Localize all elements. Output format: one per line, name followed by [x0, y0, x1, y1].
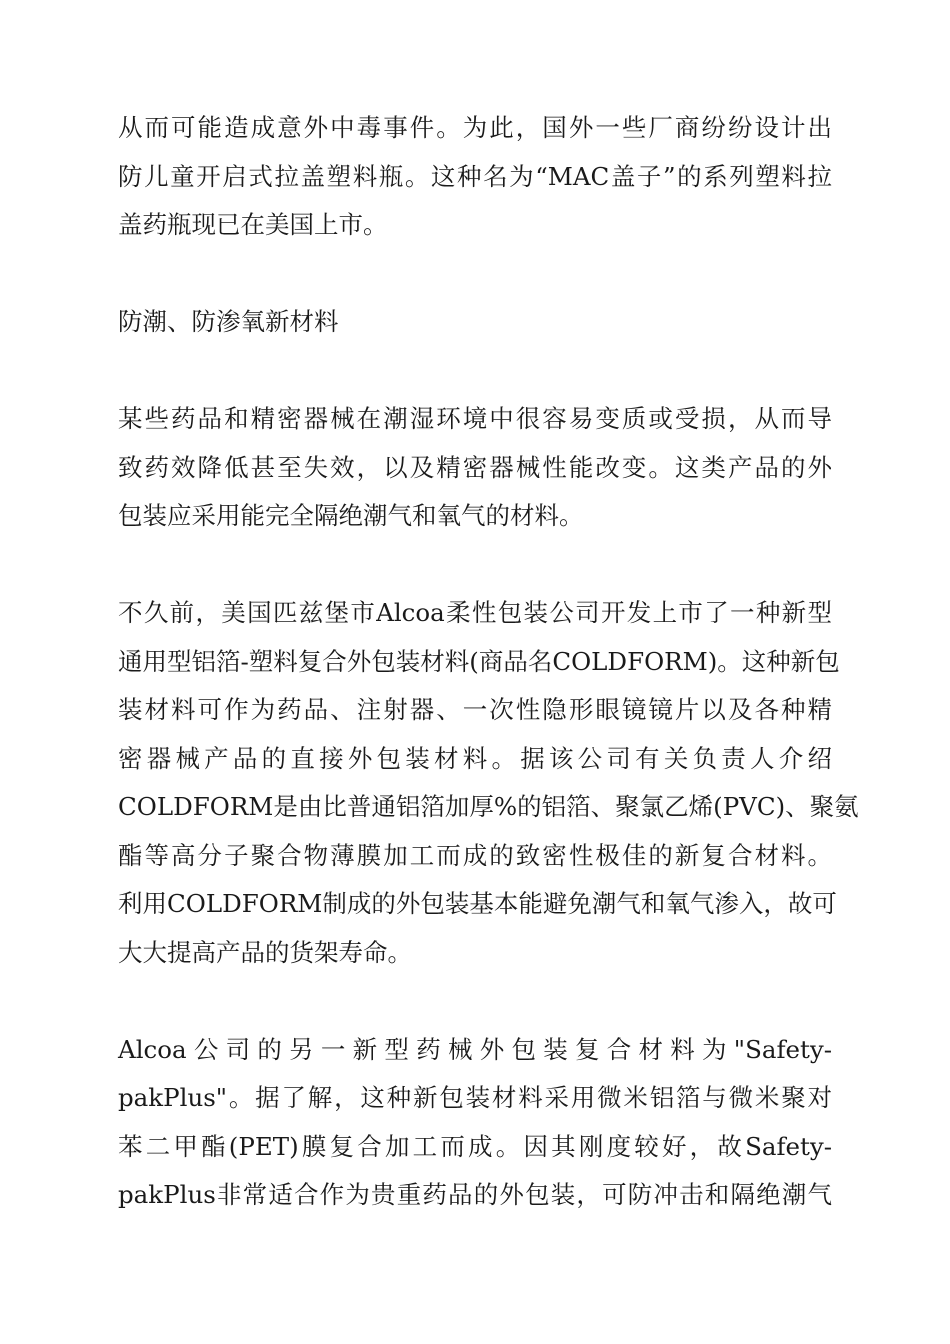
- section-heading: [118, 298, 832, 347]
- text-line: 某些药品和精密器械在潮湿环境中很容易变质或受损，从而导: [118, 404, 832, 433]
- text-line: Alcoa公司的另一新型药械外包装复合材料为"Safety-: [118, 1034, 832, 1064]
- paragraph-child-safe-caps: [118, 104, 832, 250]
- text-line: pakPlus"。据了解，这种新包装材料采用微米铝箔与微米聚对: [118, 1083, 832, 1112]
- paragraph-safetypakplus: [118, 1026, 832, 1220]
- text-line: 不久前，美国匹兹堡市Alcoa柔性包装公司开发上市了一种新型: [118, 598, 832, 627]
- text-line: 苯二甲酯(PET)膜复合加工而成。因其刚度较好，故Safety-: [118, 1131, 832, 1161]
- paragraph-moisture-intro: [118, 395, 832, 541]
- text-line: 从而可能造成意外中毒事件。为此，国外一些厂商纷纷设计出: [118, 113, 832, 142]
- text-line: pakPlus非常适合作为贵重药品的外包装，可防冲击和隔绝潮气: [118, 1180, 832, 1209]
- document-body: [118, 104, 859, 1268]
- text-line: 包装应采用能完全隔绝潮气和氧气的材料。: [118, 501, 584, 530]
- text-line: 酯等高分子聚合物薄膜加工而成的致密性极佳的新复合材料。: [118, 840, 832, 870]
- text-line: 大大提高产品的货架寿命。: [118, 937, 412, 967]
- text-line: COLDFORM是由比普通铝箔加厚%的铝箔、聚氯乙烯(PVC)、聚氨: [118, 792, 859, 821]
- text-line: 利用COLDFORM制成的外包装基本能避免潮气和氧气渗入，故可: [118, 889, 837, 918]
- text-line: 盖药瓶现已在美国上市。: [118, 210, 388, 239]
- text-line: 致药效降低甚至失效，以及精密器械性能改变。这类产品的外: [118, 452, 832, 482]
- paragraph-coldform: [118, 589, 859, 977]
- text-line: 装材料可作为药品、注射器、一次性隐形眼镜镜片以及各种精: [118, 695, 832, 724]
- text-line: 密器械产品的直接外包装材料。据该公司有关负责人介绍: [118, 743, 832, 773]
- text-line: 通用型铝箔-塑料复合外包装材料(商品名COLDFORM)。这种新包: [118, 646, 840, 676]
- section-heading-text: 防潮、防渗氧新材料: [118, 307, 339, 336]
- text-line: 防儿童开启式拉盖塑料瓶。这种名为“MAC盖子”的系列塑料拉: [118, 161, 832, 191]
